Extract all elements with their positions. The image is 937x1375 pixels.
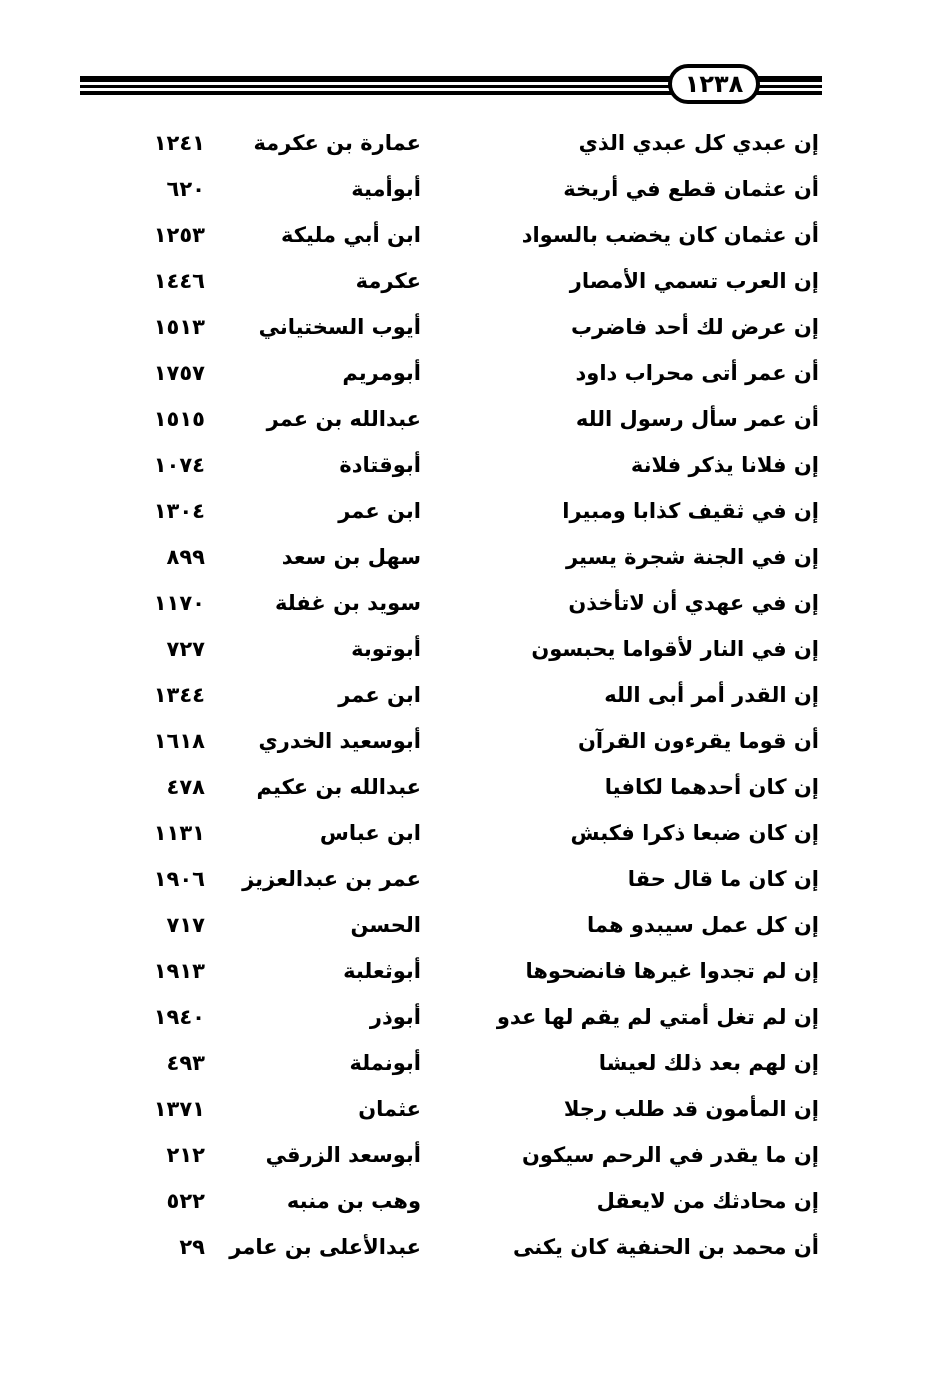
table-row bbox=[0, 258, 937, 304]
narrator-name: عبدالله بن عمر bbox=[266, 407, 421, 431]
narrator-name: أبوذر bbox=[369, 1005, 421, 1029]
table-row bbox=[0, 810, 937, 856]
narrator-name: وهب بن منبه bbox=[286, 1189, 421, 1213]
page-number: ١٢٣٨ bbox=[668, 64, 760, 104]
table-row bbox=[0, 994, 937, 1040]
narrator-name: ابن أبي مليكة bbox=[280, 223, 421, 247]
reference-number: ١١٧٠ bbox=[153, 591, 205, 615]
narrator-name: أبوأمية bbox=[351, 177, 421, 201]
reference-number: ١٣٠٤ bbox=[153, 499, 205, 523]
hadith-text: أن محمد بن الحنفية كان يكنى bbox=[513, 1235, 819, 1259]
narrator-name: أبوثعلبة bbox=[343, 959, 421, 983]
hadith-text: إن في ثقيف كذابا ومبيرا bbox=[562, 499, 819, 523]
narrator-name: أبوقتادة bbox=[339, 453, 421, 477]
reference-number: ١٠٧٤ bbox=[153, 453, 205, 477]
hadith-text: إن فلانا يذكر فلانة bbox=[630, 453, 819, 477]
hadith-text: إن لهم بعد ذلك لعيشا bbox=[598, 1051, 819, 1075]
table-row bbox=[0, 948, 937, 994]
narrator-name: ابن عباس bbox=[319, 821, 421, 845]
table-row bbox=[0, 1224, 937, 1270]
reference-number: ١٧٥٧ bbox=[153, 361, 205, 385]
reference-number: ٧٢٧ bbox=[166, 637, 205, 661]
table-row bbox=[0, 580, 937, 626]
reference-number: ٥٢٢ bbox=[166, 1189, 205, 1213]
hadith-text: إن عبدي كل عبدي الذي bbox=[578, 131, 819, 155]
table-row bbox=[0, 902, 937, 948]
reference-number: ١٩١٣ bbox=[153, 959, 205, 983]
narrator-name: أبونملة bbox=[349, 1051, 421, 1075]
hadith-text: أن قوما يقرءون القرآن bbox=[577, 729, 819, 753]
reference-number: ١٤٤٦ bbox=[153, 269, 205, 293]
reference-number: ١٥١٥ bbox=[153, 407, 205, 431]
narrator-name: أيوب السختياني bbox=[258, 315, 421, 339]
table-row bbox=[0, 718, 937, 764]
hadith-text: إن كان أحدهما لكافيا bbox=[604, 775, 819, 799]
table-row bbox=[0, 304, 937, 350]
reference-number: ٦٢٠ bbox=[166, 177, 205, 201]
hadith-text: أن عمر أتى محراب داود bbox=[575, 361, 819, 385]
table-row bbox=[0, 764, 937, 810]
table-row bbox=[0, 1132, 937, 1178]
narrator-name: عمر بن عبدالعزيز bbox=[242, 867, 421, 891]
hadith-text: إن كل عمل سيبدو هما bbox=[587, 913, 819, 937]
table-row bbox=[0, 1086, 937, 1132]
table-row bbox=[0, 442, 937, 488]
hadith-text: أن عثمان كان يخضب بالسواد bbox=[521, 223, 819, 247]
table-row bbox=[0, 166, 937, 212]
reference-number: ١١٣١ bbox=[153, 821, 205, 845]
hadith-text: أن عمر سأل رسول الله bbox=[575, 407, 819, 431]
hadith-text: إن كان ما قال حقا bbox=[627, 867, 819, 891]
narrator-name: أبومريم bbox=[342, 361, 421, 385]
reference-number: ٨٩٩ bbox=[166, 545, 205, 569]
reference-number: ١٢٤١ bbox=[153, 131, 205, 155]
table-row bbox=[0, 212, 937, 258]
narrator-name: أبوسعيد الخدري bbox=[258, 729, 421, 753]
table-row bbox=[0, 626, 937, 672]
narrator-name: عبدالله بن عكيم bbox=[256, 775, 421, 799]
table-row bbox=[0, 534, 937, 580]
table-row bbox=[0, 856, 937, 902]
reference-number: ١٢٥٣ bbox=[153, 223, 205, 247]
table-row bbox=[0, 1178, 937, 1224]
table-row bbox=[0, 488, 937, 534]
table-row bbox=[0, 1040, 937, 1086]
narrator-name: عمارة بن عكرمة bbox=[253, 131, 421, 155]
narrator-name: سويد بن غفلة bbox=[274, 591, 421, 615]
hadith-text: إن في النار لأقواما يحبسون bbox=[531, 637, 819, 661]
narrator-name: الحسن bbox=[350, 913, 421, 937]
table-row bbox=[0, 350, 937, 396]
hadith-text: إن لم تغل أمتي لم يقم لها عدو bbox=[496, 1005, 819, 1029]
reference-number: ١٥١٣ bbox=[153, 315, 205, 339]
reference-number: ١٦١٨ bbox=[153, 729, 205, 753]
narrator-name: ابن عمر bbox=[338, 499, 421, 523]
narrator-name: أبوتوبة bbox=[351, 637, 421, 661]
hadith-text: إن عرض لك أحد فاضرب bbox=[570, 315, 819, 339]
hadith-text: إن ما يقدر في الرحم سيكون bbox=[521, 1143, 819, 1167]
hadith-text: إن في الجنة شجرة يسير bbox=[565, 545, 819, 569]
hadith-text: إن في عهدي أن لاتأخذن bbox=[568, 591, 819, 615]
table-row bbox=[0, 672, 937, 718]
narrator-name: عبدالأعلى بن عامر bbox=[229, 1235, 421, 1259]
hadith-text: إن المأمون قد طلب رجلا bbox=[563, 1097, 819, 1121]
reference-number: ٢١٢ bbox=[166, 1143, 205, 1167]
narrator-name: عكرمة bbox=[355, 269, 421, 293]
narrator-name: سهل بن سعد bbox=[281, 545, 421, 569]
hadith-text: إن العرب تسمي الأمصار bbox=[569, 269, 819, 293]
hadith-text: إن كان ضبعا ذكرا فكبش bbox=[570, 821, 819, 845]
hadith-text: إن القدر أمر أبى الله bbox=[604, 683, 819, 707]
reference-number: ١٣٧١ bbox=[153, 1097, 205, 1121]
page-header bbox=[0, 0, 937, 120]
reference-number: ١٩٤٠ bbox=[153, 1005, 205, 1029]
reference-number: ٧١٧ bbox=[166, 913, 205, 937]
hadith-text: أن عثمان قطع في أريخة bbox=[563, 177, 819, 201]
index-table bbox=[0, 120, 937, 1270]
reference-number: ٤٩٣ bbox=[166, 1051, 205, 1075]
reference-number: ١٣٤٤ bbox=[153, 683, 205, 707]
narrator-name: أبوسعد الزرقي bbox=[265, 1143, 421, 1167]
hadith-text: إن لم تجدوا غيرها فانضحوها bbox=[525, 959, 819, 983]
hadith-text: إن محادثك من لايعقل bbox=[596, 1189, 819, 1213]
narrator-name: ابن عمر bbox=[338, 683, 421, 707]
reference-number: ١٩٠٦ bbox=[153, 867, 205, 891]
table-row bbox=[0, 120, 937, 166]
reference-number: ٤٧٨ bbox=[166, 775, 205, 799]
reference-number: ٢٩ bbox=[179, 1235, 205, 1259]
table-row bbox=[0, 396, 937, 442]
narrator-name: عثمان bbox=[358, 1097, 421, 1121]
